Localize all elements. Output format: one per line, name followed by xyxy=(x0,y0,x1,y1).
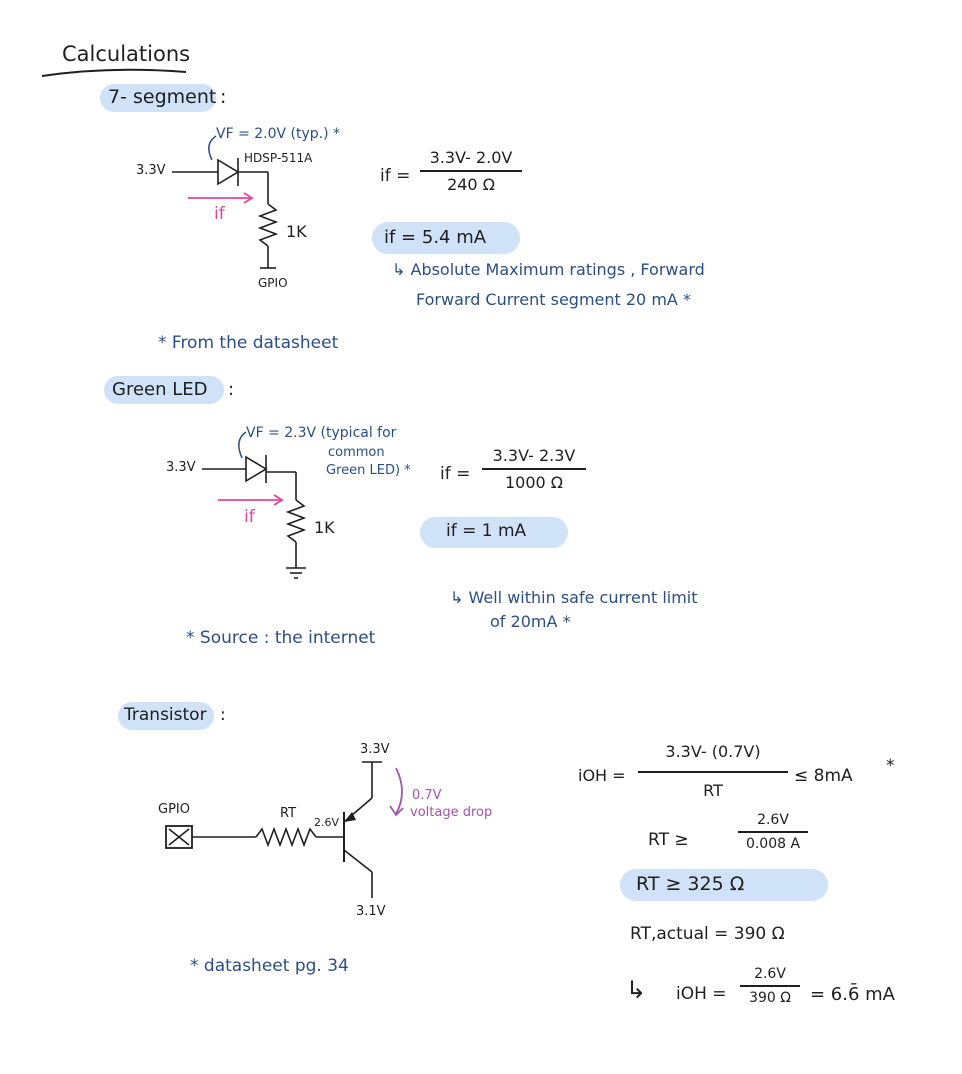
tr-result: RT ≥ 325 Ω xyxy=(636,873,745,895)
seg-heading-colon: : xyxy=(220,86,227,108)
led-footnote: * Source : the internet xyxy=(186,628,376,648)
tr-eq2-num: 2.6V xyxy=(757,812,789,828)
seg-vf-note: VF = 2.0V (typ.) * xyxy=(216,126,341,142)
seg-result: if = 5.4 mA xyxy=(384,227,487,248)
tr-gpio-label: GPIO xyxy=(158,802,190,817)
led-vf-note-2: common xyxy=(328,445,385,460)
tr-collector-voltage: 3.3V xyxy=(360,742,390,757)
tr-eq1-star: * xyxy=(886,756,895,776)
led-eq-left: if = xyxy=(440,464,471,484)
tr-heading-colon: : xyxy=(220,705,226,725)
tr-eq3-left: iOH = xyxy=(676,984,727,1004)
tr-eq2-left: RT ≥ xyxy=(648,830,689,850)
seg-note2: Forward Current segment 20 mA * xyxy=(416,290,691,309)
tr-drop-2: voltage drop xyxy=(410,805,493,820)
tr-heading: Transistor xyxy=(124,705,207,725)
tr-actual: RT,actual = 390 Ω xyxy=(630,924,785,944)
led-heading: Green LED xyxy=(112,379,208,400)
tr-footnote: * datasheet pg. 34 xyxy=(190,956,349,976)
tr-eq1-den: RT xyxy=(703,781,723,800)
seg-resistor: 1K xyxy=(286,222,307,241)
led-note2: of 20mA * xyxy=(490,612,571,631)
led-supply: 3.3V xyxy=(166,460,196,475)
seg-note1: ↳ Absolute Maximum ratings , Forward xyxy=(392,260,705,279)
seg-eq-num: 3.3V- 2.0V xyxy=(429,148,513,167)
tr-eq1-num: 3.3V- (0.7V) xyxy=(665,742,761,761)
led-heading-colon: : xyxy=(228,379,235,400)
seg-ground-label: GPIO xyxy=(258,276,288,290)
seg-eq-left: if = xyxy=(380,166,411,186)
led-eq-den: 1000 Ω xyxy=(504,473,564,492)
led-vf-note-1: VF = 2.3V (typical for xyxy=(246,425,397,441)
page-title: Calculations xyxy=(62,42,191,66)
tr-eq2-den: 0.008 A xyxy=(745,836,801,852)
led-resistor: 1K xyxy=(314,518,335,537)
seg-footnote: * From the datasheet xyxy=(158,333,339,353)
led-note1: ↳ Well within safe current limit xyxy=(450,588,698,607)
tr-eq3-frac xyxy=(740,966,800,1006)
tr-rt-label: RT xyxy=(280,806,297,821)
tr-eq3-num: 2.6V xyxy=(754,966,786,982)
tr-eq3-arrow: ↳ xyxy=(626,976,647,1004)
tr-eq1-left: iOH = xyxy=(578,766,626,785)
tr-drop-1: 0.7V xyxy=(412,788,442,803)
seg-supply: 3.3V xyxy=(136,163,166,178)
seg-if-label: if xyxy=(214,204,225,224)
seg-part: HDSP-511A xyxy=(244,151,313,165)
led-if-label: if xyxy=(244,507,255,527)
tr-emitter-voltage: 3.1V xyxy=(356,904,386,919)
tr-eq1-right: ≤ 8mA xyxy=(794,766,853,786)
tr-eq3-right: = 6.6̄ mA xyxy=(810,984,895,1005)
seg-heading: 7- segment xyxy=(108,86,217,108)
seg-eq-den: 240 Ω xyxy=(447,175,495,194)
tr-eq3-den: 390 Ω xyxy=(749,990,791,1006)
led-vf-note-3: Green LED) * xyxy=(326,463,411,478)
led-eq-num: 3.3V- 2.3V xyxy=(492,446,576,465)
led-result: if = 1 mA xyxy=(446,521,527,541)
tr-eq1-frac xyxy=(638,742,788,800)
tr-base-voltage: 2.6V xyxy=(314,816,340,829)
tr-eq2-frac xyxy=(738,812,808,852)
